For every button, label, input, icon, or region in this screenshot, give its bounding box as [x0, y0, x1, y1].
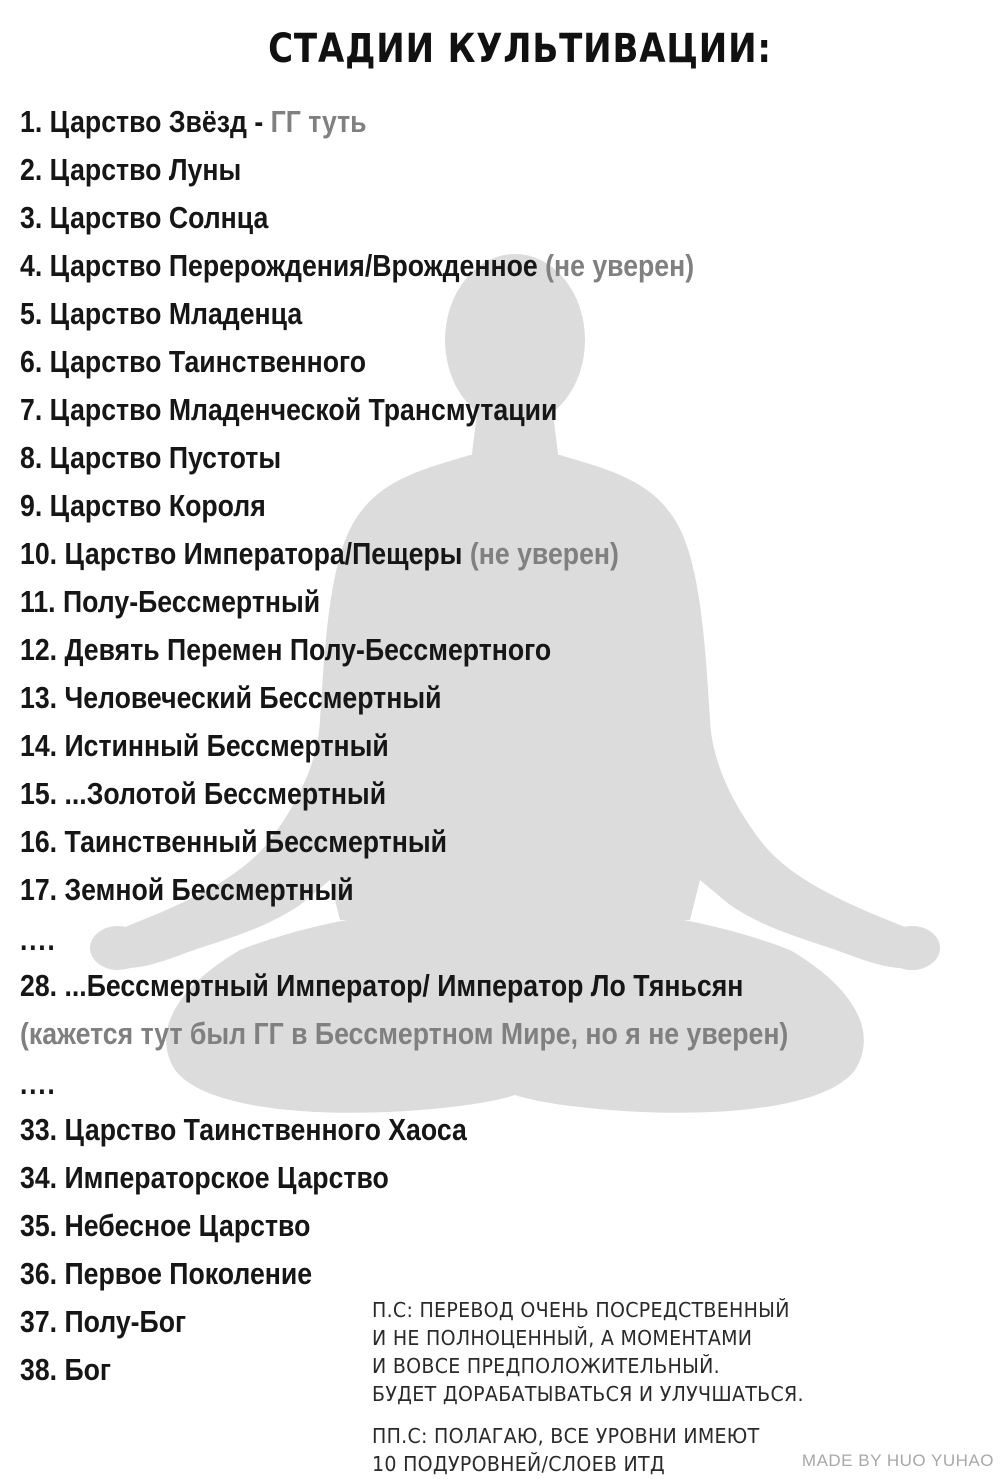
- list-item: 2. Царство Луны: [20, 152, 242, 187]
- list-item: 17. Земной Бессмертный: [20, 872, 354, 907]
- list-item: 6. Царство Таинственного: [20, 344, 367, 379]
- list-item: 8. Царство Пустоты: [20, 440, 282, 475]
- stages-list: [20, 100, 913, 1396]
- list-item: 10. Царство Императора/Пещеры (не уверен): [20, 536, 619, 571]
- list-item: 3. Царство Солнца: [20, 200, 269, 235]
- ellipsis: ....: [20, 1066, 57, 1101]
- pps-line: 10 ПОДУРОВНЕЙ/СЛОЕВ ИТД: [372, 1452, 666, 1476]
- ps-line: И НЕ ПОЛНОЦЕННЫЙ, А МОМЕНТАМИ: [372, 1326, 753, 1350]
- list-item: 34. Императорское Царство: [20, 1160, 389, 1195]
- list-item: 9. Царство Короля: [20, 488, 266, 523]
- list-item: 28. ...Бессмертный Император/ Император Ло Тяньсян: [20, 968, 744, 1003]
- ps-line: И ВОВСЕ ПРЕДПОЛОЖИТЕЛЬНЫЙ.: [372, 1354, 720, 1378]
- list-item: 7. Царство Младенческой Трансмутации: [20, 392, 558, 427]
- list-item: 36. Первое Поколение: [20, 1256, 313, 1291]
- list-item: 16. Таинственный Бессмертный: [20, 824, 448, 859]
- credit-watermark: MADE BY HUO YUHAO: [801, 1451, 994, 1470]
- list-item: 15. ...Золотой Бессмертный: [20, 776, 387, 811]
- translator-note: [372, 1296, 804, 1478]
- list-item: 5. Царство Младенца: [20, 296, 303, 331]
- ps-line: П.С: ПЕРЕВОД ОЧЕНЬ ПОСРЕДСТВЕННЫЙ: [372, 1298, 790, 1322]
- list-item: 1. Царство Звёзд - ГГ туть: [20, 104, 367, 139]
- stage-28-note: (кажется тут был ГГ в Бессмертном Мире, но я не уверен): [20, 1016, 789, 1051]
- list-item: 37. Полу-Бог: [20, 1304, 187, 1339]
- page-title: СТАДИИ КУЛЬТИВАЦИИ:: [268, 26, 772, 72]
- list-item: 33. Царство Таинственного Хаоса: [20, 1112, 467, 1147]
- list-item: 11. Полу-Бессмертный: [20, 584, 321, 619]
- list-item: 38. Бог: [20, 1352, 112, 1387]
- list-item: 13. Человеческий Бессмертный: [20, 680, 442, 715]
- list-item: 12. Девять Перемен Полу-Бессмертного: [20, 632, 552, 667]
- list-item: 35. Небесное Царство: [20, 1208, 311, 1243]
- ellipsis: ....: [20, 922, 57, 957]
- list-item: 4. Царство Перерождения/Врожденное (не уверен): [20, 248, 695, 283]
- pps-line: ПП.С: ПОЛАГАЮ, ВСЕ УРОВНИ ИМЕЮТ: [372, 1424, 760, 1448]
- ps-line: БУДЕТ ДОРАБАТЫВАТЬСЯ И УЛУЧШАТЬСЯ.: [372, 1382, 804, 1406]
- list-item: 14. Истинный Бессмертный: [20, 728, 389, 763]
